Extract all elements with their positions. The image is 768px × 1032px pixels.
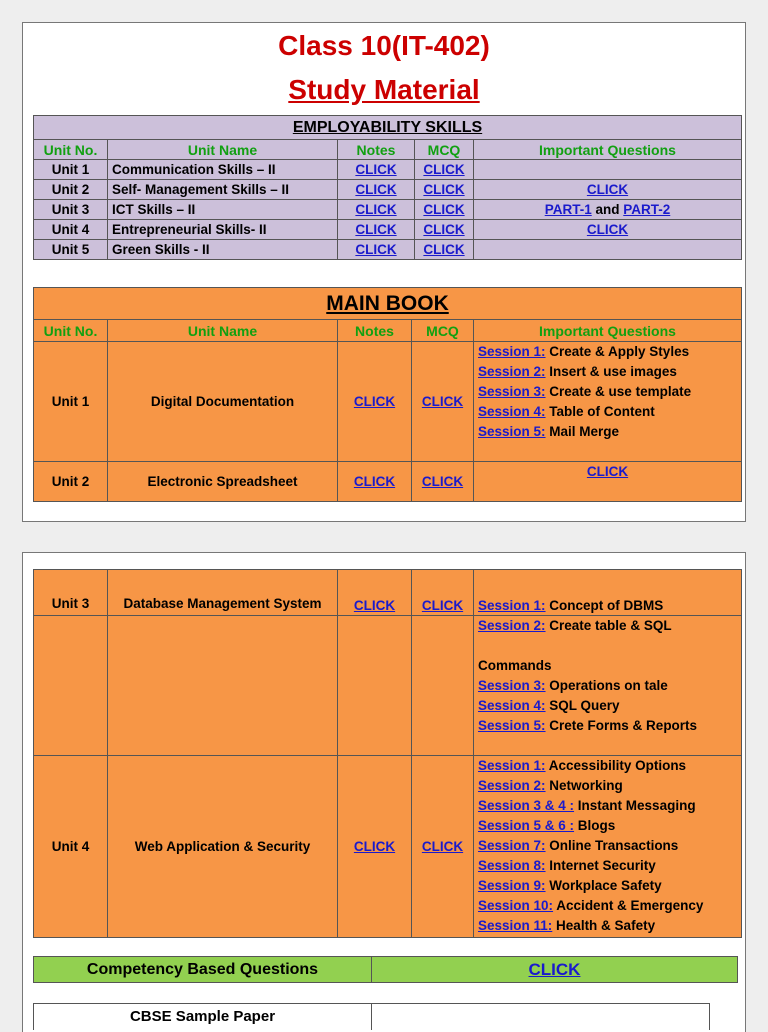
list-item	[474, 570, 742, 616]
list-item	[478, 616, 737, 636]
unit-number: Unit 3	[34, 570, 108, 616]
employability-heading: EMPLOYABILITY SKILLS	[34, 116, 742, 140]
list-item	[478, 696, 737, 716]
session-title: Accident & Emergency	[553, 898, 704, 913]
unit-name: Green Skills - II	[108, 240, 338, 260]
notes-link[interactable]: CLICK	[355, 222, 397, 237]
session-link[interactable]: Session 3:	[478, 678, 546, 693]
session-link[interactable]: Session 9:	[478, 878, 546, 893]
session-link[interactable]: Session 7:	[478, 838, 546, 853]
session-link[interactable]: Session 2:	[478, 778, 546, 793]
table-row	[34, 1004, 710, 1030]
column-header-unit-name: Unit Name	[108, 140, 338, 160]
main-book-table-continued	[33, 569, 742, 938]
session-link[interactable]: Session 2:	[478, 364, 546, 379]
list-item	[478, 342, 737, 362]
session-title: SQL Query	[545, 698, 620, 713]
session-link[interactable]: Session 1:	[478, 758, 546, 773]
list-item	[478, 816, 737, 836]
column-header-notes: Notes	[338, 140, 415, 160]
session-link[interactable]: Session 3 & 4 :	[478, 798, 575, 813]
notes-link[interactable]: CLICK	[355, 182, 397, 197]
employability-skills-table	[33, 115, 742, 260]
column-header-mcq: MCQ	[415, 140, 474, 160]
mcq-link[interactable]: CLICK	[423, 202, 465, 217]
notes-link[interactable]: CLICK	[355, 162, 397, 177]
cbse-sample-paper-label: CBSE Sample Paper	[34, 1004, 372, 1030]
mcq-link[interactable]: CLICK	[421, 394, 464, 409]
table-row	[34, 570, 742, 616]
list-item	[478, 796, 737, 816]
page-subtitle: Study Material	[288, 74, 480, 105]
main-book-table	[33, 287, 742, 502]
unit-number: Unit 1	[34, 342, 108, 462]
list-item	[478, 856, 737, 876]
list-item	[478, 836, 737, 856]
column-header-important-questions: Important Questions	[474, 140, 742, 160]
list-item	[478, 382, 737, 402]
unit-number: Unit 4	[34, 220, 108, 240]
column-header-unit-no: Unit No.	[34, 320, 108, 342]
mcq-link[interactable]: CLICK	[423, 182, 465, 197]
and-text: and	[591, 202, 624, 217]
session-title: Create & Apply Styles	[545, 344, 690, 359]
unit-name: Digital Documentation	[108, 342, 338, 462]
unit-name: Electronic Spreadsheet	[108, 462, 338, 502]
list-item	[478, 362, 737, 382]
cbse-table	[33, 1003, 710, 1030]
session-list	[474, 616, 742, 756]
notes-link[interactable]: CLICK	[353, 474, 396, 489]
list-item	[478, 756, 737, 776]
session-link[interactable]: Session 3:	[478, 384, 546, 399]
important-questions-link[interactable]: CLICK	[586, 182, 629, 197]
notes-link[interactable]: CLICK	[355, 242, 397, 257]
list-item	[478, 402, 737, 422]
document-page-1	[22, 22, 746, 522]
list-item	[478, 422, 737, 442]
competency-link[interactable]: CLICK	[528, 959, 581, 979]
unit-name: ICT Skills – II	[108, 200, 338, 220]
cbse-link-cell	[372, 1004, 710, 1030]
session-title: Crete Forms & Reports	[545, 718, 698, 733]
session-link[interactable]: Session 4:	[478, 404, 546, 419]
important-questions-cell	[474, 160, 742, 180]
session-link[interactable]: Session 1:	[478, 344, 546, 359]
table-row	[34, 957, 738, 983]
important-questions-cell	[474, 240, 742, 260]
unit-number: Unit 5	[34, 240, 108, 260]
mcq-link[interactable]: CLICK	[423, 222, 465, 237]
column-header-unit-no: Unit No.	[34, 140, 108, 160]
session-link[interactable]: Session 10:	[478, 898, 554, 913]
notes-link[interactable]: CLICK	[353, 394, 396, 409]
unit-name: Entrepreneurial Skills- II	[108, 220, 338, 240]
list-item	[478, 896, 737, 916]
session-title: Networking	[545, 778, 623, 793]
session-title: Internet Security	[545, 858, 656, 873]
mcq-link[interactable]: CLICK	[421, 598, 464, 613]
session-list	[474, 342, 742, 462]
table-row	[34, 756, 742, 938]
unit-name: Web Application & Security	[108, 756, 338, 938]
list-item	[478, 876, 737, 896]
important-questions-cell	[474, 200, 742, 220]
unit-number: Unit 3	[34, 200, 108, 220]
competency-label: Competency Based Questions	[34, 957, 372, 983]
unit-number: Unit 2	[34, 462, 108, 502]
table-row	[34, 220, 742, 240]
session-link[interactable]: Session 5 & 6 :	[478, 818, 575, 833]
session-link[interactable]: Session 11:	[478, 918, 553, 933]
session-title: Operations on tale	[545, 678, 668, 693]
unit-name: Self- Management Skills – II	[108, 180, 338, 200]
mcq-link[interactable]: CLICK	[421, 474, 464, 489]
document-page-2	[22, 552, 746, 1032]
main-book-heading: MAIN BOOK	[34, 288, 742, 320]
session-title: Instant Messaging	[574, 798, 696, 813]
session-link[interactable]: Session 5:	[478, 424, 546, 439]
notes-link[interactable]: CLICK	[353, 839, 396, 854]
unit-name: Communication Skills – II	[108, 160, 338, 180]
unit-number: Unit 1	[34, 160, 108, 180]
column-header-important-questions: Important Questions	[474, 320, 742, 342]
session-title: Insert & use images	[545, 364, 677, 379]
mcq-link[interactable]: CLICK	[423, 162, 465, 177]
page-title: Class 10(IT-402)	[278, 30, 490, 61]
unit-name: Database Management System	[108, 570, 338, 616]
table-row	[34, 462, 742, 502]
unit-number: Unit 4	[34, 756, 108, 938]
part-2-link[interactable]: PART-2	[623, 202, 671, 217]
important-questions-link[interactable]: CLICK	[586, 222, 629, 237]
table-row	[34, 180, 742, 200]
session-title: Mail Merge	[545, 424, 620, 439]
list-item	[478, 916, 737, 936]
session-title: Online Transactions	[545, 838, 679, 853]
unit-number: Unit 2	[34, 180, 108, 200]
list-item	[478, 676, 737, 696]
column-header-mcq: MCQ	[412, 320, 474, 342]
session-link[interactable]: Session 4:	[478, 698, 546, 713]
table-row	[34, 200, 742, 220]
session-title: Workplace Safety	[545, 878, 662, 893]
session-list	[474, 756, 742, 938]
table-row	[34, 342, 742, 462]
session-link[interactable]: Session 2:	[478, 618, 546, 633]
session-link[interactable]: Session 8:	[478, 858, 546, 873]
mcq-link[interactable]: CLICK	[421, 839, 464, 854]
notes-link[interactable]: CLICK	[353, 598, 396, 613]
column-header-unit-name: Unit Name	[108, 320, 338, 342]
session-title: Create table & SQL	[545, 618, 672, 633]
list-item	[478, 776, 737, 796]
session-title: Create & use template	[545, 384, 692, 399]
session-title: Concept of DBMS	[545, 598, 664, 613]
table-row	[34, 240, 742, 260]
session-link[interactable]: Session 1:	[478, 598, 546, 613]
competency-table	[33, 956, 738, 983]
session-title: Health & Safety	[552, 918, 656, 933]
session-link[interactable]: Session 5:	[478, 718, 546, 733]
commands-text: Commands	[478, 658, 552, 673]
list-item	[478, 716, 737, 736]
table-row	[34, 160, 742, 180]
part-1-link[interactable]: PART-1	[544, 202, 592, 217]
session-title: Blogs	[574, 818, 616, 833]
mcq-link[interactable]: CLICK	[423, 242, 465, 257]
notes-link[interactable]: CLICK	[355, 202, 397, 217]
column-header-notes: Notes	[338, 320, 412, 342]
session-title: Accessibility Options	[545, 758, 687, 773]
important-questions-link[interactable]: CLICK	[586, 464, 629, 479]
session-title: Table of Content	[545, 404, 655, 419]
table-row	[34, 616, 742, 756]
